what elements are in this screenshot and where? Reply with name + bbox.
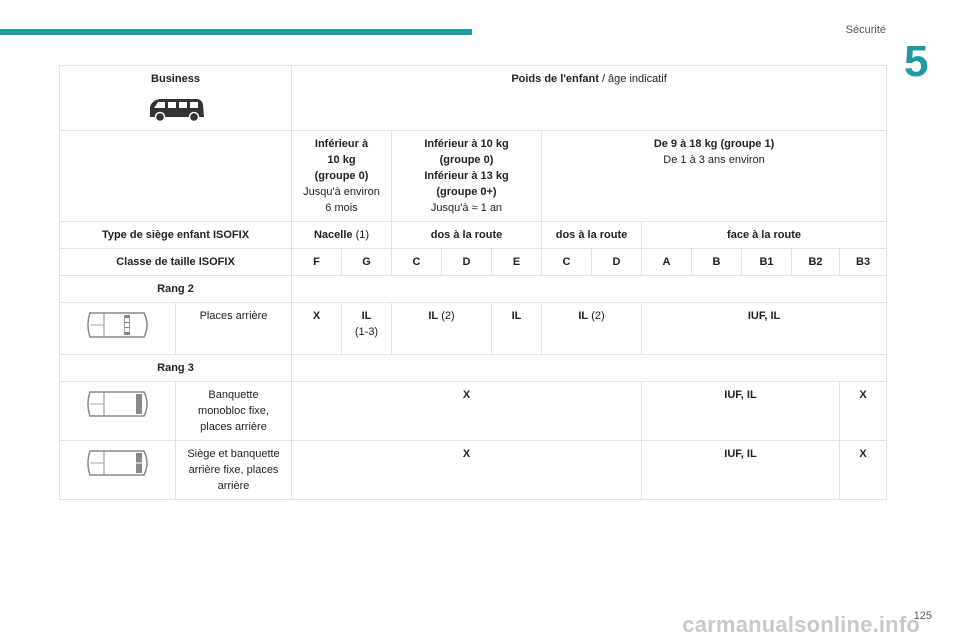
table-row	[60, 66, 887, 131]
car-seat-row3-icon	[84, 446, 152, 480]
age-line: 6 mois	[325, 202, 358, 214]
class-cell: C	[542, 249, 592, 276]
age-line: Jusqu'à ≈ 1 an	[430, 202, 503, 214]
weight-subtitle: / âge indicatif	[598, 73, 667, 85]
table-row	[60, 222, 887, 249]
weight-title: Poids de l'enfant	[511, 73, 599, 85]
weight-line: 10 kg	[327, 154, 356, 166]
chapter-number: 5	[904, 37, 929, 86]
version-label: Business	[151, 73, 200, 85]
empty-cell	[292, 276, 887, 303]
value-cell: X	[292, 303, 342, 355]
header-accent-bar	[0, 29, 472, 35]
type-forward-facing: face à la route	[642, 222, 887, 249]
value-cell: IUF, IL	[642, 441, 840, 500]
weight-line: (groupe 0+)	[436, 186, 497, 198]
place-line: arrière	[217, 480, 250, 492]
value-cell: X	[292, 382, 642, 441]
place-line: monobloc fixe,	[198, 405, 269, 417]
table-row	[60, 131, 887, 222]
class-cell: G	[342, 249, 392, 276]
value-cell	[542, 303, 642, 355]
value-text: IL	[578, 310, 589, 322]
type-rear-facing: dos à la route	[542, 222, 642, 249]
place-label: Places arrière	[176, 303, 292, 355]
type-label: Type de siège enfant ISOFIX	[60, 222, 292, 249]
weight-header-cell	[292, 66, 887, 131]
weight-line: (groupe 0)	[314, 170, 369, 182]
footnote-ref: (1-3)	[354, 326, 379, 338]
value-cell: IL	[492, 303, 542, 355]
row-label-rang2: Rang 2	[60, 276, 292, 303]
empty-cell	[60, 131, 292, 222]
value-text: IL	[428, 310, 439, 322]
empty-cell	[292, 355, 887, 382]
weight-line: (groupe 0)	[439, 154, 494, 166]
weight-line: Inférieur à	[314, 138, 369, 150]
table-row	[60, 441, 887, 500]
weight-line: Inférieur à 10 kg	[424, 138, 509, 150]
value-cell	[392, 303, 492, 355]
class-cell: D	[592, 249, 642, 276]
class-cell: D	[442, 249, 492, 276]
weight-group-0	[292, 131, 392, 222]
age-line: De 1 à 3 ans environ	[663, 154, 765, 166]
table-row	[60, 355, 887, 382]
type-text: Nacelle	[313, 229, 353, 241]
weight-line: De 9 à 18 kg (groupe 1)	[653, 138, 775, 150]
class-label: Classe de taille ISOFIX	[60, 249, 292, 276]
value-cell: IUF, IL	[642, 382, 840, 441]
car-seat-row2-icon	[84, 308, 152, 342]
footnote-ref: (2)	[588, 310, 605, 322]
value-cell: IUF, IL	[642, 303, 887, 355]
class-cell: A	[642, 249, 692, 276]
row-label-rang3: Rang 3	[60, 355, 292, 382]
class-cell: B3	[840, 249, 887, 276]
type-rear-facing: dos à la route	[392, 222, 542, 249]
seat-diagram-cell	[60, 382, 176, 441]
table-row	[60, 276, 887, 303]
class-cell: B2	[792, 249, 840, 276]
page-number: 125	[913, 610, 932, 622]
value-text: IL	[361, 310, 372, 322]
weight-group-0plus	[392, 131, 542, 222]
value-cell	[342, 303, 392, 355]
age-line: Jusqu'à environ	[303, 186, 380, 198]
table-row	[60, 249, 887, 276]
class-cell: B	[692, 249, 742, 276]
place-line: Siège et banquette	[187, 448, 280, 460]
table-row	[60, 382, 887, 441]
version-cell	[60, 66, 292, 131]
value-cell: X	[840, 382, 887, 441]
place-line: Banquette	[208, 389, 259, 401]
weight-group-1	[542, 131, 887, 222]
watermark: carmanualsonline.info	[682, 612, 920, 637]
isofix-compatibility-table	[59, 65, 887, 500]
weight-line: Inférieur à 13 kg	[424, 170, 509, 182]
seat-diagram-cell	[60, 303, 176, 355]
value-cell: X	[292, 441, 642, 500]
type-nacelle	[292, 222, 392, 249]
place-label	[176, 382, 292, 441]
van-icon	[63, 95, 288, 123]
place-label	[176, 441, 292, 500]
seat-diagram-cell	[60, 441, 176, 500]
table-row	[60, 303, 887, 355]
place-line: arrière fixe, places	[188, 464, 279, 476]
value-cell: X	[840, 441, 887, 500]
class-cell: C	[392, 249, 442, 276]
class-cell: F	[292, 249, 342, 276]
section-title: Sécurité	[845, 24, 886, 36]
footnote-ref: (1)	[352, 229, 370, 241]
class-cell: E	[492, 249, 542, 276]
class-cell: B1	[742, 249, 792, 276]
place-line: places arrière	[200, 421, 267, 433]
car-bench-row3-icon	[84, 387, 152, 421]
footnote-ref: (2)	[438, 310, 455, 322]
